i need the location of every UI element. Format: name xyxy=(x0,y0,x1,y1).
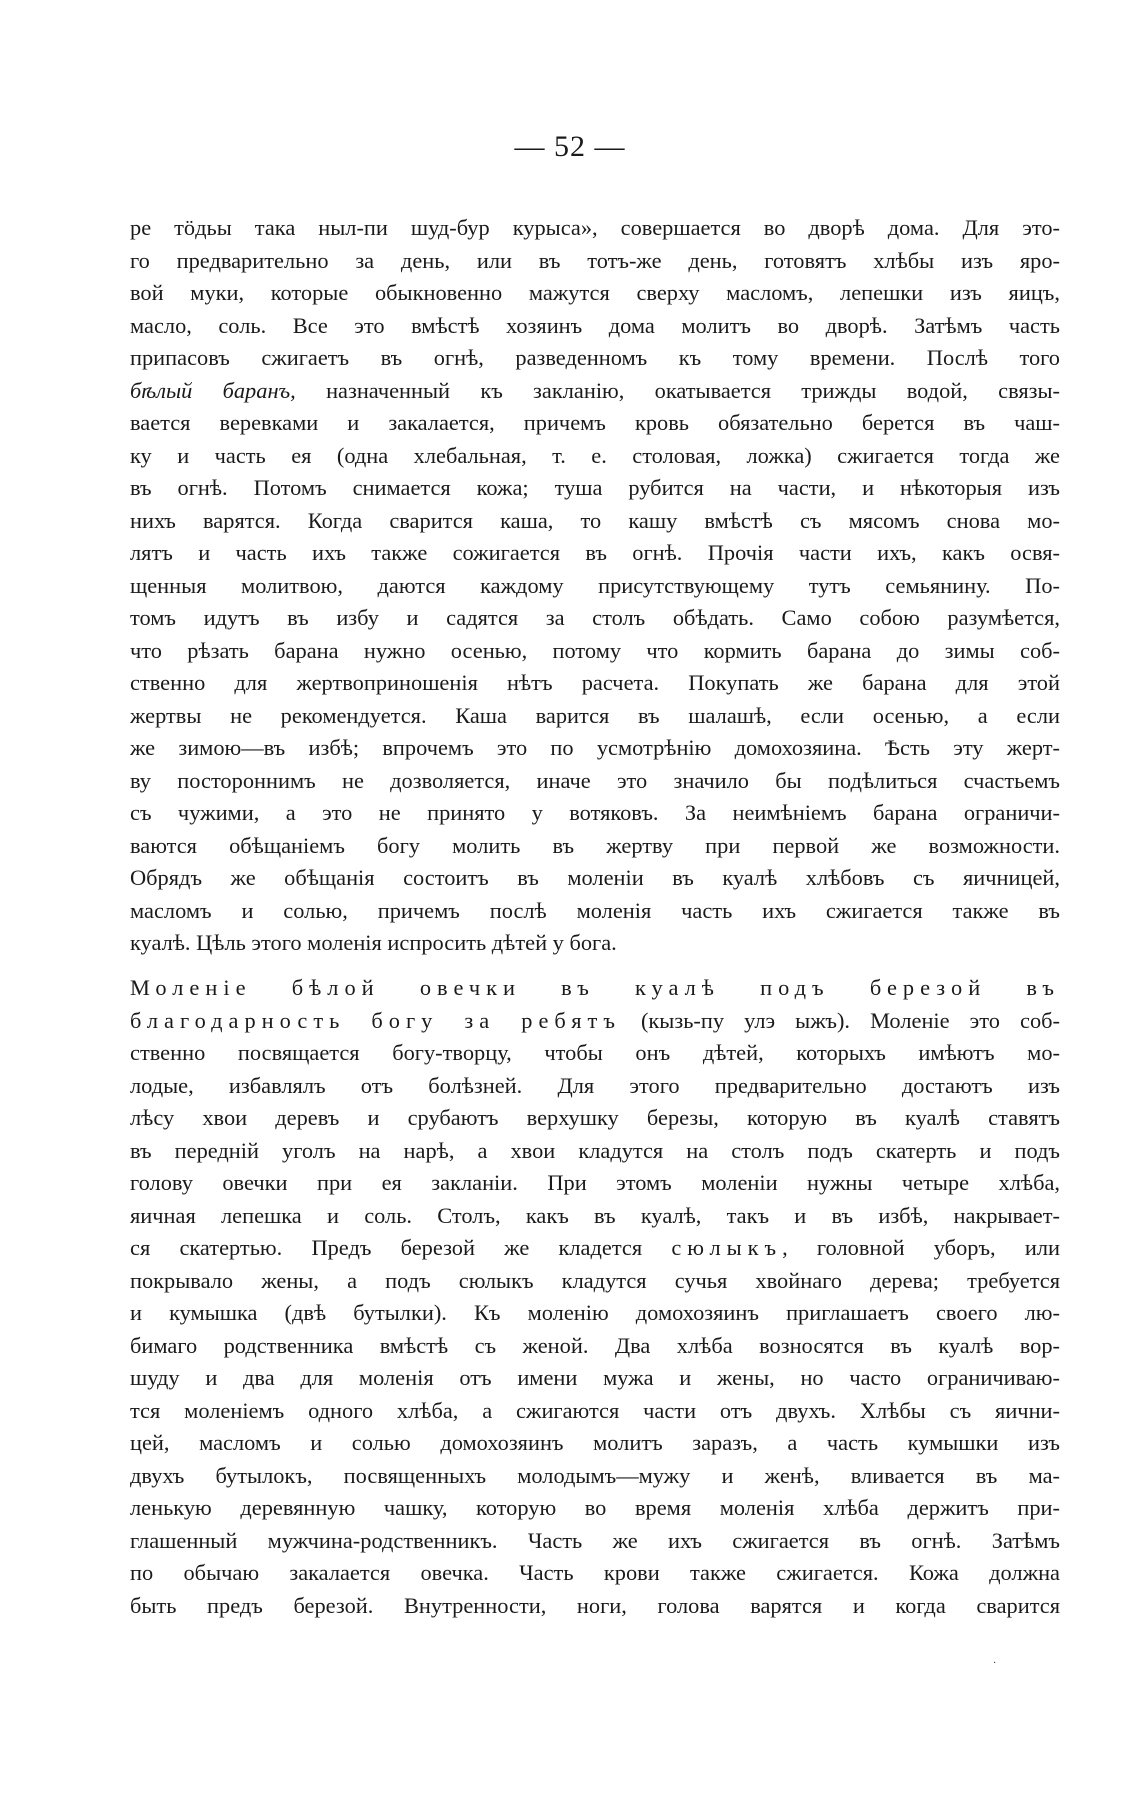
line-text: ственно для жертвоприношенія нѣтъ расчета. Покупать же барана для этой xyxy=(130,670,1060,695)
paragraph-2-line xyxy=(130,1330,1060,1363)
paragraph-2-line xyxy=(130,1135,1060,1168)
print-speck: · xyxy=(993,1658,997,1669)
paragraph-2-line xyxy=(130,1102,1060,1135)
paragraph-2-line xyxy=(130,1265,1060,1298)
line-text: ственно посвящается богу-творцу, чтобы онъ дѣтей, которыхъ имѣютъ мо- xyxy=(130,1040,1060,1065)
section-heading: Моленіе бѣлой овечки въ куалѣ подъ березой въ xyxy=(130,975,1060,1000)
line-text: масломъ и солью, причемъ послѣ моленія часть ихъ сжигается также въ xyxy=(130,897,1060,923)
paragraph-2-line xyxy=(130,1362,1060,1395)
line-text: покрывало жены, а подъ сюлыкъ кладутся сучья хвойнаго дерева; требуется xyxy=(130,1267,1060,1293)
line-text: го предварительно за день, или въ тотъ-же день, готовятъ хлѣбы изъ яро- xyxy=(130,247,1060,273)
line-text: цей, масломъ и солью домохозяинъ молитъ заразъ, а часть кумышки изъ xyxy=(130,1430,1060,1455)
line-text: глашенный мужчина-родственникъ. Часть же ихъ сжигается въ огнѣ. Затѣмъ xyxy=(130,1527,1060,1553)
line-text: лѣсу хвои деревъ и срубаютъ верхушку березы, которую въ куалѣ ставятъ xyxy=(130,1105,1060,1130)
paragraph-1-line xyxy=(130,277,1060,310)
paragraph-1-line xyxy=(130,700,1060,733)
spaced-term: сюлыкъ xyxy=(671,1235,783,1260)
line-text: ку и часть ея (одна хлебальная, т. е. столовая, ложка) сжигается тогда же xyxy=(130,442,1060,468)
line-text: масло, соль. Все это вмѣстѣ хозяинъ дома молитъ во дворѣ. Затѣмъ часть xyxy=(130,312,1060,338)
paragraph-1-line xyxy=(130,765,1060,798)
section-heading-continued: благодарность богу за ребятъ xyxy=(130,1007,621,1033)
paragraph-1-line xyxy=(130,310,1060,343)
paragraph-1-line xyxy=(130,407,1060,440)
paragraph-1-line xyxy=(130,342,1060,375)
paragraph-2-line xyxy=(130,1492,1060,1525)
line-text: вой муки, которые обыкновенно мажутся сверху масломъ, лепешки изъ яицъ, xyxy=(130,280,1060,305)
line-text: съ чужими, а это не принято у вотяковъ. За неимѣніемъ барана ограничи- xyxy=(130,800,1060,825)
paragraph-1-line xyxy=(130,505,1060,538)
line-text: ленькую деревянную чашку, которую во время моленія хлѣба держитъ при- xyxy=(130,1495,1060,1520)
paragraph-2-line xyxy=(130,1460,1060,1493)
paragraph-2-line xyxy=(130,1037,1060,1070)
paragraph-2-line xyxy=(130,1427,1060,1460)
paragraph-1-line xyxy=(130,602,1060,635)
section-heading-rest: (кызь-пу улэ ыжъ). Моленіе это соб- xyxy=(620,1007,1060,1033)
paragraph-2-line xyxy=(130,1590,1060,1623)
line-text: бимаго родственника вмѣстѣ съ женой. Два хлѣба возносятся въ куалѣ вор- xyxy=(130,1332,1060,1358)
line-text: лятъ и часть ихъ также сожигается въ огнѣ. Прочія части ихъ, какъ освя- xyxy=(130,540,1060,565)
paragraph-1-line xyxy=(130,375,1060,408)
line-text: лодые, избавлялъ отъ болѣзней. Для этого предварительно достаютъ изъ xyxy=(130,1072,1060,1098)
paragraph-1-line xyxy=(130,927,1060,960)
line-text: ре тӧдьы така ныл-пи шуд-бур курыса», совершается во дворѣ дома. Для это- xyxy=(130,215,1060,240)
line-text: нихъ варятся. Когда сварится каша, то кашу вмѣстѣ съ мясомъ снова мо- xyxy=(130,507,1060,533)
line-text: же зимою—въ избѣ; впрочемъ это по усмотрѣнію домохозяина. Ѣсть эту жерт- xyxy=(130,735,1060,760)
line-text: ваются обѣщаніемъ богу молить въ жертву при первой же возможности. xyxy=(130,832,1060,858)
line-text: томъ идутъ въ избу и садятся за столъ обѣдать. Само собою разумѣется, xyxy=(130,605,1060,630)
line-text: припасовъ сжигаетъ въ огнѣ, разведенномъ къ тому времени. Послѣ того xyxy=(130,345,1060,370)
paragraph-1 xyxy=(130,212,1060,960)
paragraph-2-heading-line-2 xyxy=(130,1005,1060,1038)
paragraph-1-line xyxy=(130,667,1060,700)
paragraph-1-line xyxy=(130,635,1060,668)
paragraph-2-line xyxy=(130,1525,1060,1558)
paragraph-2-line xyxy=(130,1200,1060,1233)
line-text: двухъ бутылокъ, посвященныхъ молодымъ—мужу и женѣ, вливается въ ма- xyxy=(130,1462,1060,1488)
line-text: яичная лепешка и соль. Столъ, какъ въ куалѣ, такъ и въ избѣ, накрывает- xyxy=(130,1202,1060,1228)
italic-term: бѣлый баранъ, xyxy=(130,377,296,403)
line-text: тся моленіемъ одного хлѣба, а сжигаются части отъ двухъ. Хлѣбы съ яични- xyxy=(130,1397,1060,1423)
paragraph-1-line xyxy=(130,212,1060,245)
line-text: голову овечки при ея закланіи. При этомъ моленіи нужны четыре хлѣба, xyxy=(130,1170,1060,1195)
paragraph-2-line xyxy=(130,1167,1060,1200)
line-text: что рѣзать барана нужно осенью, потому что кормить барана до зимы соб- xyxy=(130,637,1060,663)
line-text: по обычаю закалается овечка. Часть крови также сжигается. Кожа должна xyxy=(130,1560,1060,1585)
line-text: ся скатертью. Предъ березой же кладется xyxy=(130,1235,672,1260)
paragraph-1-line xyxy=(130,830,1060,863)
paragraph-1-line xyxy=(130,797,1060,830)
paragraph-1-line xyxy=(130,440,1060,473)
line-text: жертвы не рекомендуется. Каша варится въ шалашѣ, если осенью, а если xyxy=(130,702,1060,728)
paragraph-1-line xyxy=(130,537,1060,570)
page-number: — 52 — xyxy=(514,130,626,163)
line-text: въ огнѣ. Потомъ снимается кожа; туша рубится на части, и нѣкоторыя изъ xyxy=(130,475,1060,500)
paragraph-1-line xyxy=(130,862,1060,895)
paragraph-2-heading-line-1 xyxy=(130,972,1060,1005)
paragraph-1-line xyxy=(130,570,1060,603)
line-text: ву постороннимъ не дозволяется, иначе это значило бы подѣлиться счастьемъ xyxy=(130,767,1060,793)
line-text: и кумышка (двѣ бутылки). Къ моленію домохозяинъ приглашаетъ своего лю- xyxy=(130,1300,1060,1325)
line-text: вается веревками и закалается, причемъ кровь обязательно берется въ чаш- xyxy=(130,410,1060,435)
line-text: , головной уборъ, или xyxy=(782,1235,1060,1260)
paragraph-2-line xyxy=(130,1297,1060,1330)
line-text: назначенный къ закланію, окатывается трижды водой, связы- xyxy=(295,377,1060,403)
line-text: быть предъ березой. Внутренности, ноги, голова варятся и когда сварится xyxy=(130,1592,1060,1618)
line-text: шуду и два для моленія отъ имени мужа и жены, но часто ограничиваю- xyxy=(130,1365,1060,1390)
line-text: щенныя молитвою, даются каждому присутствующему тутъ семьянину. По- xyxy=(130,572,1060,598)
paragraph-2-line xyxy=(130,1232,1060,1265)
paragraph-1-line xyxy=(130,732,1060,765)
paragraph-1-line xyxy=(130,472,1060,505)
paragraph-1-line xyxy=(130,895,1060,928)
line-text: куалѣ. Цѣль этого моленія испросить дѣтей у бога. xyxy=(130,930,617,955)
paragraph-2 xyxy=(130,972,1060,1622)
paragraph-1-line xyxy=(130,245,1060,278)
paragraph-2-line xyxy=(130,1395,1060,1428)
line-text: Обрядъ же обѣщанія состоитъ въ моленіи въ куалѣ хлѣбовъ съ яичницей, xyxy=(130,865,1060,890)
paragraph-2-line xyxy=(130,1557,1060,1590)
line-text: въ передній уголъ на нарѣ, а хвои кладутся на столъ подъ скатерть и подъ xyxy=(130,1137,1060,1163)
paragraph-2-line xyxy=(130,1070,1060,1103)
